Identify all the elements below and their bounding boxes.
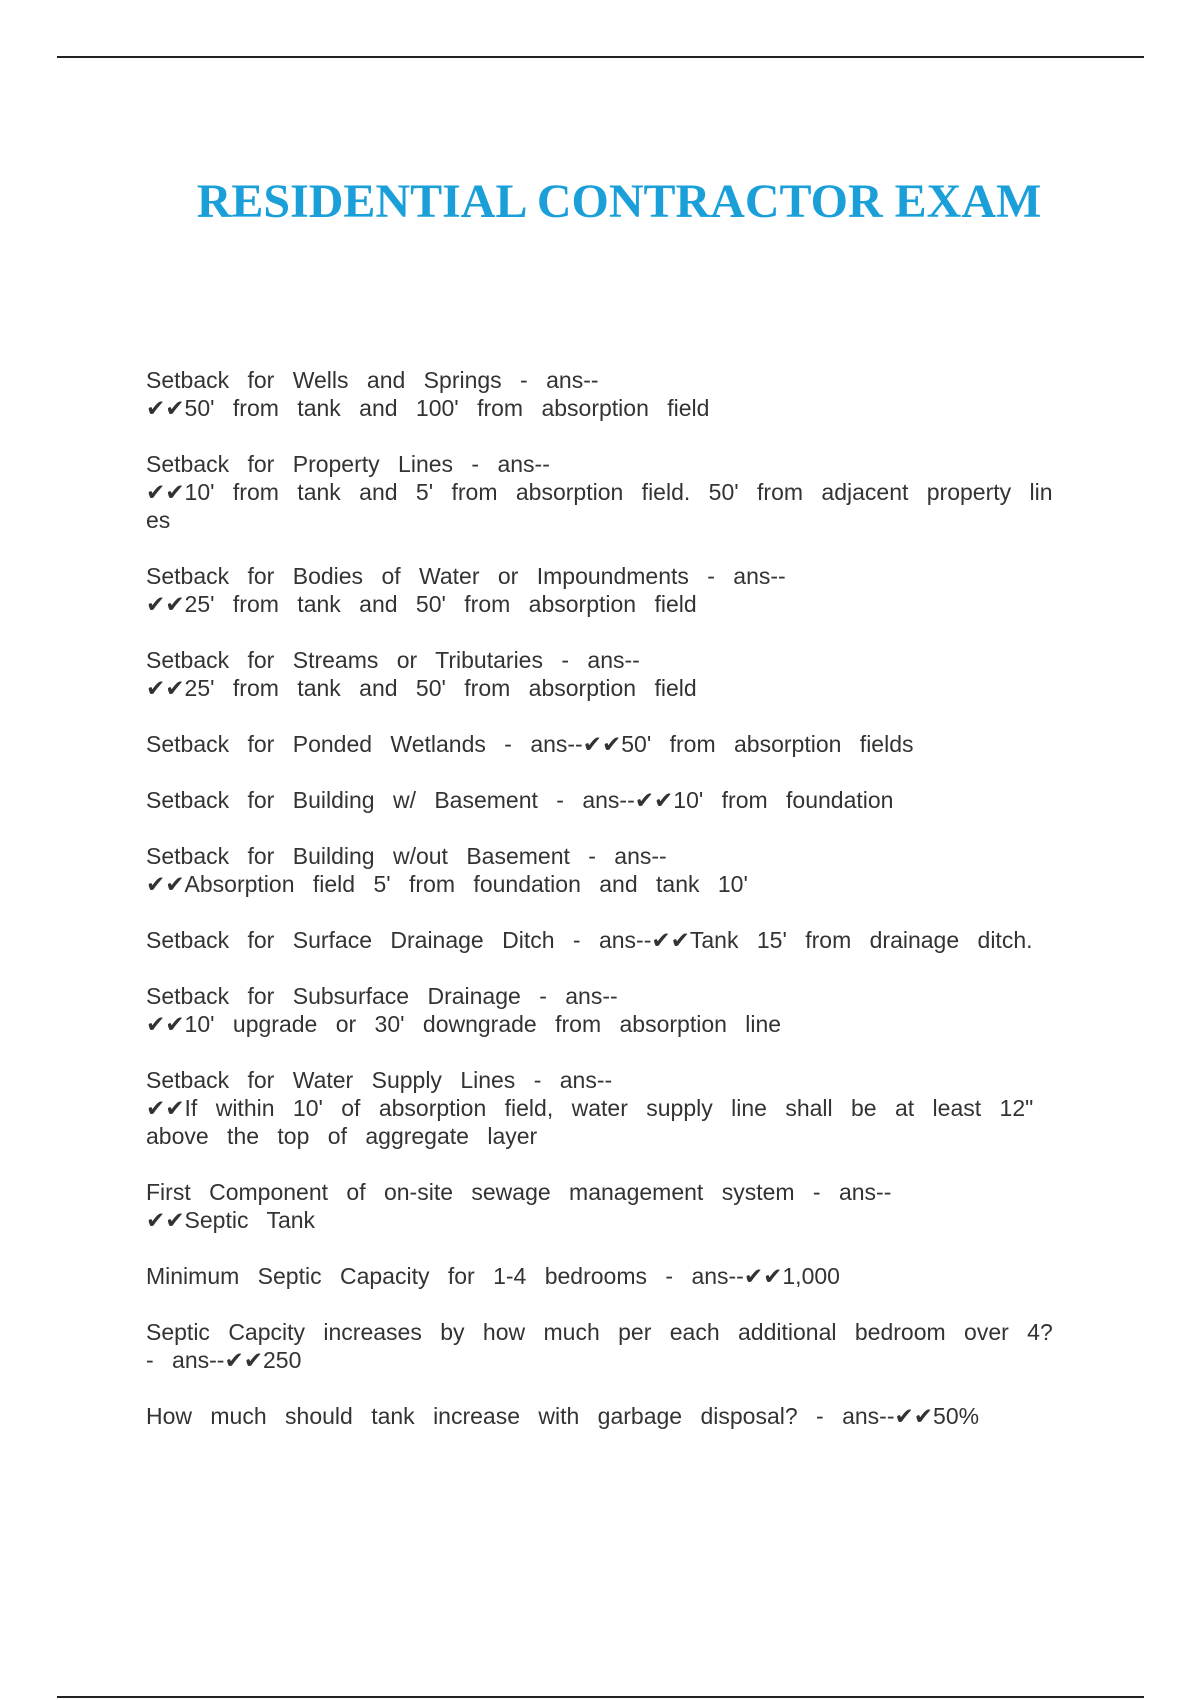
qa-line: ✔✔25' from tank and 50' from absorption field <box>146 675 697 701</box>
question-answer-list <box>146 366 1082 1458</box>
qa-line: ✔✔10' from tank and 5' from absorption field. 50' from adjacent property lin <box>146 479 1053 505</box>
qa-line: ✔✔Septic Tank <box>146 1207 316 1233</box>
qa-item <box>146 982 1082 1038</box>
qa-item <box>146 366 1082 422</box>
qa-line: Setback for Building w/ Basement - ans--✔✔10' from foundation <box>146 787 894 813</box>
qa-line: ✔✔25' from tank and 50' from absorption field <box>146 591 697 617</box>
qa-line: Septic Capcity increases by how much per each additional bedroom over 4? <box>146 1319 1053 1345</box>
qa-line: above the top of aggregate layer <box>146 1123 538 1149</box>
top-rule <box>57 56 1144 58</box>
qa-line: Setback for Subsurface Drainage - ans-- <box>146 983 618 1009</box>
qa-item <box>146 1066 1082 1150</box>
qa-item <box>146 842 1082 898</box>
qa-line: ✔✔If within 10' of absorption field, water supply line shall be at least 12" <box>146 1095 1034 1121</box>
qa-line: Setback for Bodies of Water or Impoundments - ans-- <box>146 563 786 589</box>
qa-line: Minimum Septic Capacity for 1-4 bedrooms - ans--✔✔1,000 <box>146 1263 840 1289</box>
qa-item <box>146 1178 1082 1234</box>
qa-line: First Component of on-site sewage management system - ans-- <box>146 1179 892 1205</box>
qa-line: Setback for Surface Drainage Ditch - ans--✔✔Tank 15' from drainage ditch. <box>146 927 1033 953</box>
qa-line: ✔✔Absorption field 5' from foundation and tank 10' <box>146 871 748 897</box>
qa-line: Setback for Streams or Tributaries - ans-- <box>146 647 640 673</box>
qa-line: Setback for Building w/out Basement - ans-- <box>146 843 667 869</box>
qa-line: es <box>146 507 171 533</box>
qa-line: Setback for Property Lines - ans-- <box>146 451 550 477</box>
qa-item <box>146 1262 1082 1290</box>
qa-item <box>146 646 1082 702</box>
qa-item <box>146 786 1082 814</box>
qa-line: Setback for Wells and Springs - ans-- <box>146 367 599 393</box>
qa-item <box>146 450 1082 534</box>
page-title: RESIDENTIAL CONTRACTOR EXAM <box>196 175 1042 228</box>
qa-line: ✔✔50' from tank and 100' from absorption field <box>146 395 710 421</box>
qa-line: How much should tank increase with garbage disposal? - ans--✔✔50% <box>146 1403 980 1429</box>
qa-item <box>146 1402 1082 1430</box>
qa-item <box>146 926 1082 954</box>
qa-item <box>146 562 1082 618</box>
qa-line: Setback for Water Supply Lines - ans-- <box>146 1067 613 1093</box>
qa-line: Setback for Ponded Wetlands - ans--✔✔50' from absorption fields <box>146 731 914 757</box>
qa-item <box>146 730 1082 758</box>
qa-line: ✔✔10' upgrade or 30' downgrade from absorption line <box>146 1011 782 1037</box>
bottom-rule <box>57 1696 1144 1698</box>
qa-line: - ans--✔✔250 <box>146 1347 302 1373</box>
qa-item <box>146 1318 1082 1374</box>
